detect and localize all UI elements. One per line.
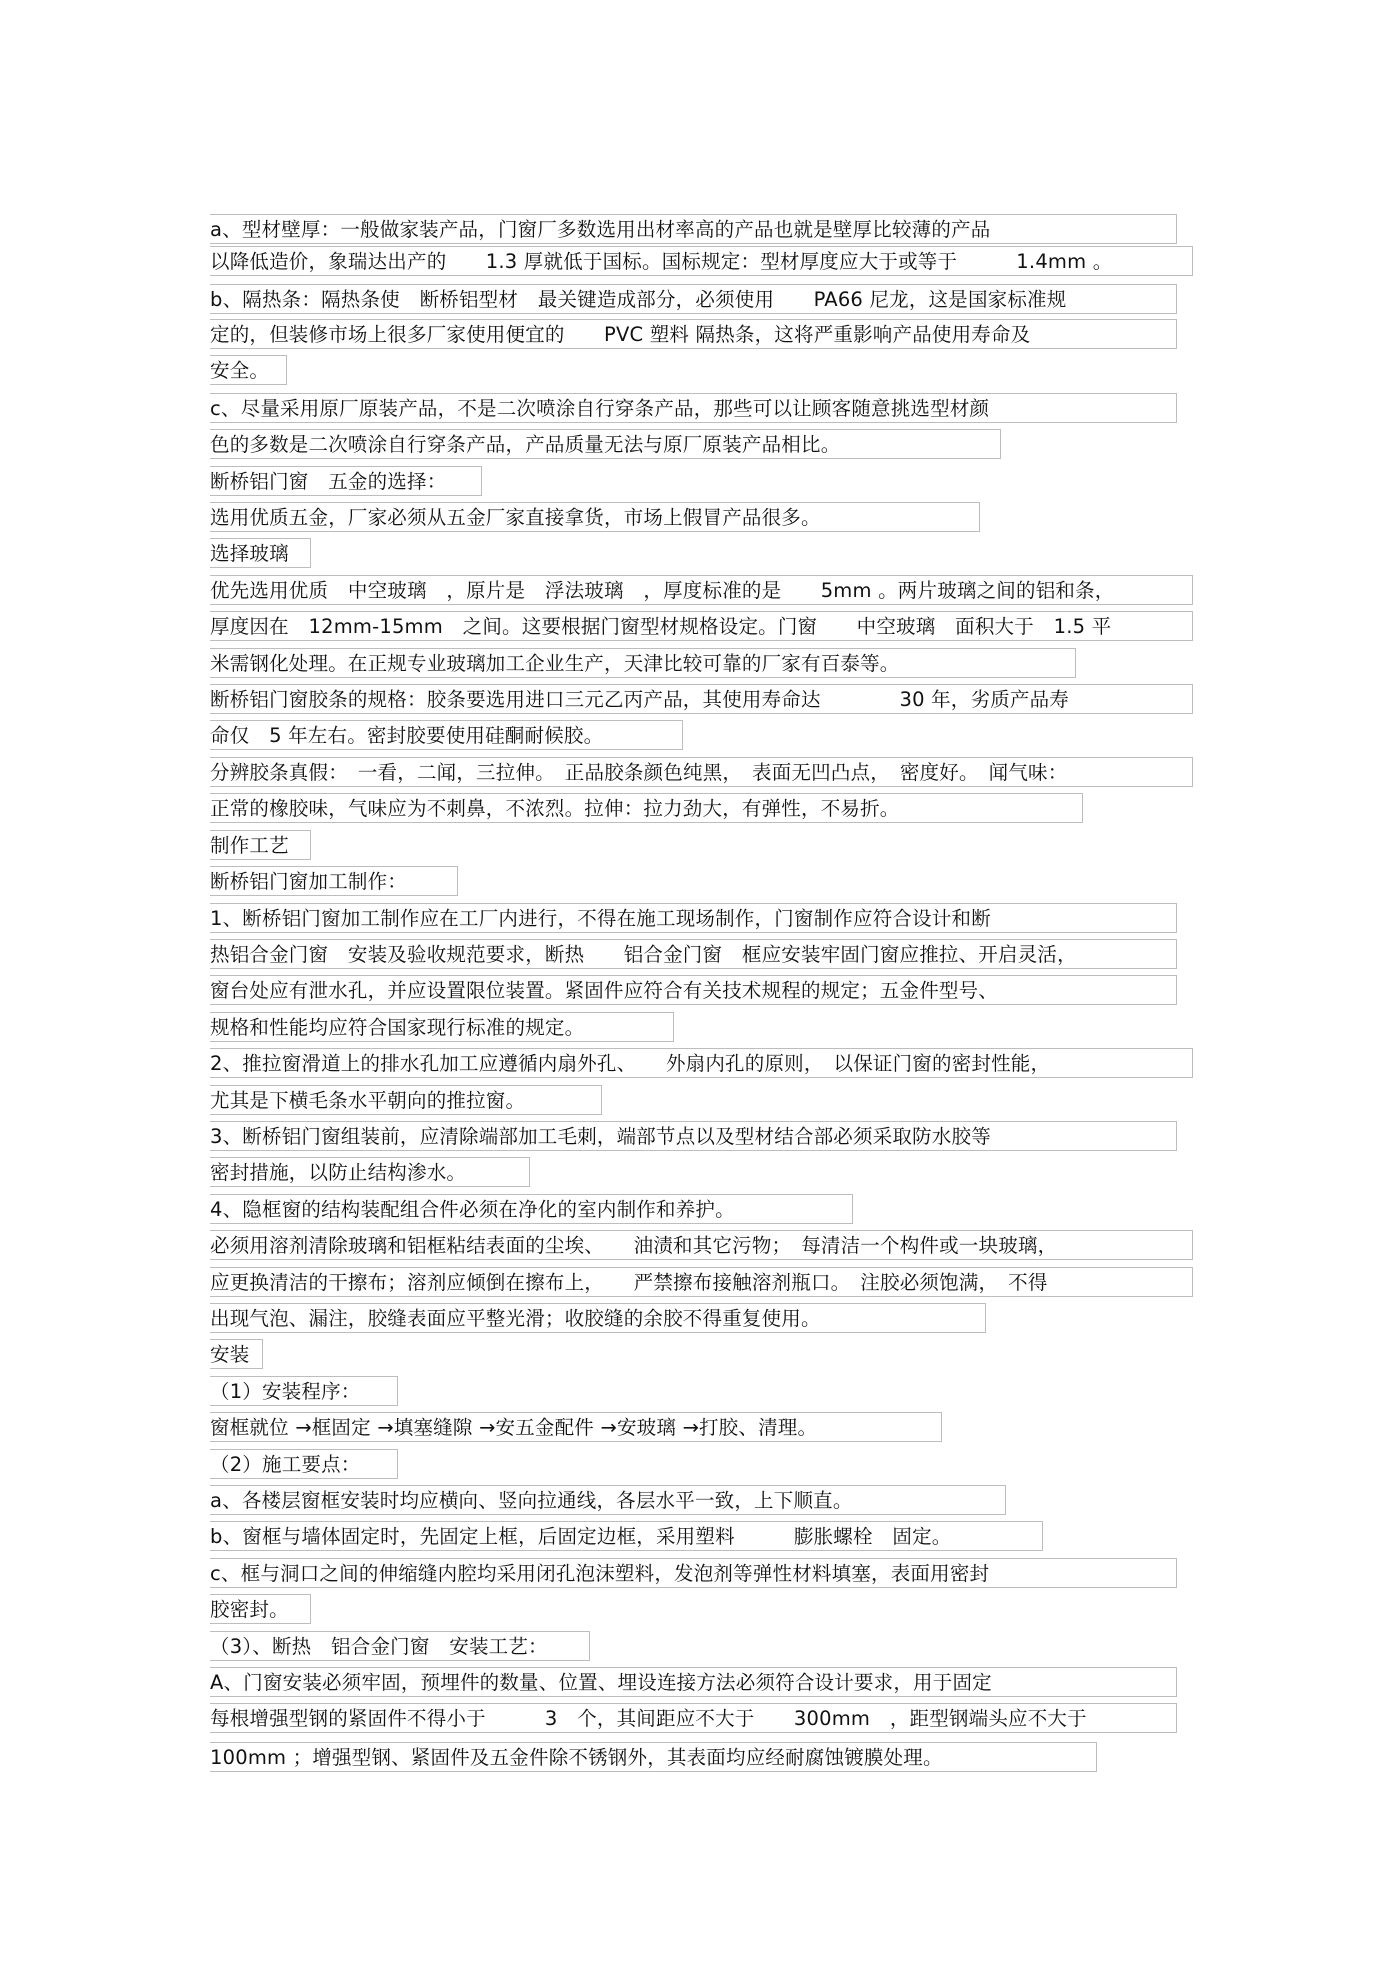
text-line: （3）、断热 铝合金门窗 安装工艺： (210, 1631, 590, 1661)
text-line: 命仅 5 年左右。密封胶要使用硅酮耐候胶。 (210, 720, 683, 750)
text-line: A、门窗安装必须牢固，预埋件的数量、位置、埋设连接方法必须符合设计要求，用于固定 (210, 1667, 1177, 1697)
text-line: 优先选用优质 中空玻璃 ，原片是 浮法玻璃 ，厚度标准的是 5mm 。两片玻璃之间的铝和条， (210, 575, 1193, 605)
text-line: 断桥铝门窗加工制作： (210, 866, 458, 896)
text-line: 分辨胶条真假： 一看，二闻，三拉伸。 正品胶条颜色纯黑， 表面无凹凸点， 密度好。 闻气味： (210, 757, 1193, 787)
text-line: c、框与洞口之间的伸缩缝内腔均采用闭孔泡沫塑料，发泡剂等弹性材料填塞，表面用密封 (210, 1558, 1177, 1588)
text-line: 色的多数是二次喷涂自行穿条产品，产品质量无法与原厂原装产品相比。 (210, 429, 1001, 459)
text-line: 密封措施，以防止结构渗水。 (210, 1157, 530, 1187)
text-line: 窗台处应有泄水孔，并应设置限位装置。紧固件应符合有关技术规程的规定；五金件型号、 (210, 975, 1177, 1005)
text-line: 3、断桥铝门窗组装前，应清除端部加工毛刺，端部节点以及型材结合部必须采取防水胶等 (210, 1121, 1177, 1151)
text-line: （1）安装程序： (210, 1376, 398, 1406)
text-line: 胶密封。 (210, 1594, 311, 1624)
text-line: b、窗框与墙体固定时，先固定上框，后固定边框，采用塑料 膨胀螺栓 固定。 (210, 1521, 1043, 1551)
text-line: a、各楼层窗框安装时均应横向、竖向拉通线，各层水平一致，上下顺直。 (210, 1485, 1006, 1515)
text-line: a、型材壁厚：一般做家装产品，门窗厂多数选用出材率高的产品也就是壁厚比较薄的产品 (210, 214, 1177, 244)
text-line: 以降低造价，象瑞达出产的 1.3 厚就低于国标。国标规定：型材厚度应大于或等于 1.4mm 。 (210, 246, 1193, 276)
text-line: 断桥铝门窗胶条的规格：胶条要选用进口三元乙丙产品，其使用寿命达 30 年，劣质产品寿 (210, 684, 1193, 714)
text-line: （2）施工要点： (210, 1449, 398, 1479)
text-line: 必须用溶剂清除玻璃和铝框粘结表面的尘埃、 油渍和其它污物； 每清洁一个构件或一块玻璃， (210, 1230, 1193, 1260)
text-line: 每根增强型钢的紧固件不得小于 3 个，其间距应不大于 300mm ，距型钢端头应不大于 (210, 1703, 1177, 1733)
text-line: 应更换清洁的干擦布；溶剂应倾倒在擦布上， 严禁擦布接触溶剂瓶口。 注胶必须饱满， 不得 (210, 1267, 1193, 1297)
text-line: 正常的橡胶味，气味应为不刺鼻，不浓烈。拉伸：拉力劲大，有弹性，不易折。 (210, 793, 1083, 823)
text-line: 热铝合金门窗 安装及验收规范要求，断热 铝合金门窗 框应安装牢固门窗应推拉、开启灵活， (210, 939, 1177, 969)
text-line: 窗框就位 →框固定 →填塞缝隙 →安五金配件 →安玻璃 →打胶、清理。 (210, 1412, 942, 1442)
text-line: c、尽量采用原厂原装产品，不是二次喷涂自行穿条产品，那些可以让顾客随意挑选型材颜 (210, 393, 1177, 423)
text-line: 安全。 (210, 355, 287, 385)
text-line: 选择玻璃 (210, 538, 311, 568)
text-line: 米需钢化处理。在正规专业玻璃加工企业生产，天津比较可靠的厂家有百泰等。 (210, 648, 1076, 678)
text-line: 100mm ；增强型钢、紧固件及五金件除不锈钢外，其表面均应经耐腐蚀镀膜处理。 (210, 1742, 1097, 1772)
text-line: 定的，但装修市场上很多厂家使用便宜的 PVC 塑料 隔热条，这将严重影响产品使用寿命及 (210, 319, 1177, 349)
text-line: 2、推拉窗滑道上的排水孔加工应遵循内扇外孔、 外扇内孔的原则， 以保证门窗的密封性能， (210, 1048, 1193, 1078)
text-line: 制作工艺 (210, 830, 311, 860)
text-line: 1、断桥铝门窗加工制作应在工厂内进行，不得在施工现场制作，门窗制作应符合设计和断 (210, 903, 1177, 933)
text-line: 尤其是下横毛条水平朝向的推拉窗。 (210, 1085, 602, 1115)
text-line: 断桥铝门窗 五金的选择： (210, 466, 482, 496)
text-line: b、隔热条：隔热条使 断桥铝型材 最关键造成部分，必须使用 PA66 尼龙，这是国家标准规 (210, 284, 1177, 314)
text-line: 4、隐框窗的结构装配组合件必须在净化的室内制作和养护。 (210, 1194, 853, 1224)
text-line: 出现气泡、漏注，胶缝表面应平整光滑；收胶缝的余胶不得重复使用。 (210, 1303, 986, 1333)
text-line: 规格和性能均应符合国家现行标准的规定。 (210, 1012, 674, 1042)
text-line: 安装 (210, 1339, 263, 1369)
text-line: 选用优质五金，厂家必须从五金厂家直接拿货，市场上假冒产品很多。 (210, 502, 980, 532)
text-line: 厚度因在 12mm-15mm 之间。这要根据门窗型材规格设定。门窗 中空玻璃 面积大于 1.5 平 (210, 611, 1193, 641)
